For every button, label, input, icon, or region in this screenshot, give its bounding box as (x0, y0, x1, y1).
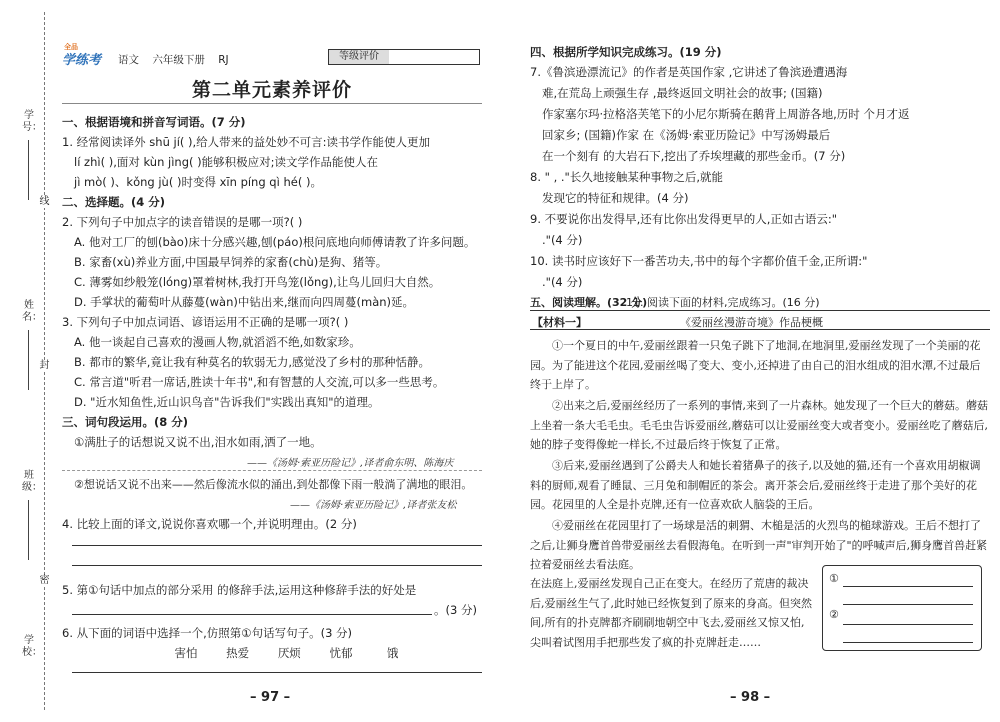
section-1-title: 一、根据语境和拼音写词语。(7 分) (62, 115, 246, 129)
q9-line-1: 9. 不要说你出发得早,还有比你出发得更早的人,正如古语云:" (530, 212, 838, 226)
paragraph-3: ③后来,爱丽丝遇到了公爵夫人和她长着猪鼻子的孩子,以及她的猫,还有一个喜欢用胡椒调料的厨师,观看了睡鼠、三月兔和制帽匠的茶会。离开茶会后,爱丽丝终于走进了那个美好的花园。花园里的人全是扑克牌,还有一位喜欢砍人脑袋的王后。 (530, 459, 981, 511)
cut-mark-xian: 线 (39, 196, 50, 207)
quote-1-source: ——《汤姆·索亚历险记》,译者俞东明、陈海庆 (247, 458, 454, 469)
section-4-title: 四、根据所学知识完成练习。(19 分) (530, 45, 722, 59)
word-1: 害怕 (174, 646, 198, 660)
cut-mark-mi: 密 (39, 575, 50, 586)
box-answer-line-2[interactable] (843, 604, 973, 605)
name-label: 姓名： (22, 300, 42, 323)
word-3: 厌烦 (277, 646, 301, 660)
q6-stem: 6. 从下面的词语中选择一个,仿照第①句话写句子。(3 分) (62, 626, 353, 640)
q2-option-c: C. 薄雾如纱般笼(lóng)罩着树林,我打开鸟笼(lǒng),让鸟儿回归大自然。 (74, 275, 441, 289)
logo-small-text: 全品 (64, 43, 78, 51)
q10-line-2: ."(4 分) (542, 275, 583, 289)
cut-mark-feng: 封 (39, 360, 50, 371)
q7-line-3: 作家塞尔玛·拉格洛芙笔下的小尼尔斯骑在鹅背上周游各地,历时 个月才返 (542, 107, 910, 121)
q7-line-1: 7.《鲁滨逊漂流记》的作者是英国作家 ,它讲述了鲁滨逊遭遇海 (530, 65, 848, 79)
q1-line-1: 1. 经常阅读译外 shū jí( ),给人带来的益处妙不可言:读书学作能使人更加 (62, 135, 431, 149)
grade-eval-label: 等级评价 (329, 50, 389, 64)
q8-line-1: 8. " , ."长久地接触某种事物之后,就能 (530, 170, 723, 184)
edition: RJ (218, 54, 229, 66)
page-header (62, 45, 482, 67)
quote-2-source: ——《汤姆·索亚历险记》,译者张友松 (290, 500, 457, 511)
box-mark-2: ② (829, 608, 839, 621)
q8-line-2: 发现它的特征和规律。(4 分) (542, 191, 689, 205)
paragraph-4a: ④爱丽丝在花园里打了一场球是活的刺猬、木槌是活的火烈鸟的槌球游戏。王后不想打了之后,让狮身鹰首兽带爱丽丝去看假海龟。在听到一声"审判开始了"的呼喊声后,狮身鹰首兽赶紧拉着爱丽丝去看法庭。 (530, 519, 988, 571)
q10-line-1: 10. 读书时应该好下一番苦功夫,书中的每个字都价值千金,正所谓:" (530, 254, 868, 268)
brand-logo (62, 43, 102, 68)
box-answer-line-4[interactable] (843, 642, 973, 643)
quote-1: ①满肚子的话想说又说不出,泪水如雨,洒了一地。 (74, 435, 322, 449)
q2-stem: 2. 下列句子中加点字的读音错误的是哪一项?( ) (62, 215, 303, 229)
box-mark-1: ① (829, 572, 839, 585)
material-1-title: 《爱丽丝漫游奇境》作品梗概 (680, 316, 823, 329)
q3-option-c: C. 常言道"听君一席话,胜读十年书",和有智慧的人交流,可以多一些思考。 (74, 375, 445, 389)
q5-answer-line[interactable] (72, 614, 432, 615)
left-page (62, 0, 490, 722)
quote-divider (62, 470, 482, 471)
page-number-left: – 97 – (250, 690, 291, 705)
section-3-title: 三、词句段运用。(8 分) (62, 415, 189, 429)
q2-option-a: A. 他对工厂的刨(bào)床十分感兴趣,刨(páo)根问底地向师傅请教了许多问题。 (74, 235, 476, 249)
q1-line-2: lí zhì( ),面对 kùn jìng( )能够积极应对;读文学作品能使人在 (74, 155, 379, 169)
q4-stem: 4. 比较上面的译文,说说你喜欢哪一个,并说明理由。(2 分) (62, 517, 357, 531)
paragraph-1: ①一个夏日的中午,爱丽丝跟着一只兔子跳下了地洞,在地洞里,爱丽丝发现了一个美丽的花园。为了能进这个花园,爱丽丝喝了变大、变小,还掉进了由自己的泪水组成的泪水潭,不过最后终于上岸了。 (530, 339, 981, 391)
q4-answer-line-1[interactable] (72, 545, 482, 546)
annotation-box (822, 565, 982, 651)
grade-level: 六年级下册 (152, 54, 205, 66)
school-label: 学校： (22, 635, 42, 658)
subject: 语文 (118, 54, 139, 66)
q7-line-4: 回家乡; (国籍)作家 在《汤姆·索亚历险记》中写汤姆最后 (542, 128, 831, 142)
q5-end: 。(3 分) (434, 603, 477, 617)
q3-option-a: A. 他一谈起自己喜欢的漫画人物,就滔滔不绝,如数家珍。 (74, 335, 361, 349)
q5-line-1: 5. 第①句话中加点的部分采用 的修辞手法,运用这种修辞手法的好处是 (62, 583, 417, 597)
student-number-label: 学号： (22, 110, 42, 133)
class-line (28, 500, 29, 560)
q2-option-b: B. 家畜(xù)养业方面,中国最早饲养的家畜(chù)是狗、猪等。 (74, 255, 388, 269)
q7-line-2: 难,在荒岛上顽强生存 ,最终返回文明社会的故事; (国籍) (542, 86, 823, 100)
section-2-title: 二、选择题。(4 分) (62, 195, 166, 209)
paragraph-4b: 在法庭上,爱丽丝发现自己正在变大。在经历了荒唐的裁决后,爱丽丝生气了,此时她已经恢复到了原来的身高。但突然间,所有的扑克牌都齐刷刷地朝空中飞去,爱丽丝又惊又怕,尖叫着试图用手把那些发了疯的扑克牌赶走…… (530, 577, 812, 649)
q6-answer-line[interactable] (72, 672, 482, 673)
q6-word-list (162, 645, 417, 661)
q3-option-b: B. 都市的繁华,竟让我有种莫名的软弱无力,感觉没了乡村的那种恬静。 (74, 355, 431, 369)
word-4: 忧郁 (329, 646, 353, 660)
word-5: 饿 (386, 646, 399, 660)
logo-text: 学练考 (62, 53, 102, 68)
q9-line-2: ."(4 分) (542, 233, 583, 247)
page-number-right: – 98 – (730, 690, 771, 705)
binding-strip (0, 0, 58, 722)
box-answer-line-3[interactable] (843, 624, 973, 625)
q7-line-5: 在一个刻有 的大岩石下,挖出了乔埃埋藏的那些金币。(7 分) (542, 149, 846, 163)
q3-option-d: D. "近水知鱼性,近山识鸟音"告诉我们"实践出真知"的道理。 (74, 395, 380, 409)
quote-2: ②想说话又说不出来——然后像流水似的涌出,到处都像下雨一般淌了满地的眼泪。 (74, 478, 473, 491)
material-1-label: 【材料一】 (532, 316, 587, 329)
name-line (28, 330, 29, 390)
right-page (530, 0, 990, 722)
grade-eval-box (328, 49, 480, 65)
paragraph-2: ②出来之后,爱丽丝经历了一系列的事情,来到了一片森林。她发现了一个巨大的蘑菇。蘑菇上坐着一条大毛毛虫。毛毛虫告诉爱丽丝,蘑菇可以让爱丽丝变大或者变小。爱丽丝吃了蘑菇后,她的脖子变得像蛇一样长,不过最后终于恢复了正常。 (530, 399, 988, 451)
class-label: 班级： (22, 470, 42, 493)
student-number-line (28, 140, 29, 200)
q4-answer-line-2[interactable] (72, 565, 482, 566)
q1-line-3: jì mò( )、kǒng jù( )时变得 xīn píng qì hé( )。 (74, 175, 322, 189)
section-5-title: 五、阅读理解。(32 分) (530, 296, 648, 309)
title-rule (62, 103, 482, 104)
word-2: 热爱 (226, 646, 250, 660)
q11-stem: 11. 阅读下面的材料,完成练习。(16 分) (626, 296, 820, 309)
book-info (118, 52, 239, 67)
material-1-header (530, 310, 990, 330)
q3-stem: 3. 下列句子中加点词语、谚语运用不正确的是哪一项?( ) (62, 315, 349, 329)
page-title: 第二单元素养评价 (191, 79, 352, 101)
box-answer-line-1[interactable] (843, 586, 973, 587)
q2-option-d: D. 手掌状的葡萄叶从藤蔓(wàn)中钻出来,继而向四周蔓(màn)延。 (74, 295, 415, 309)
